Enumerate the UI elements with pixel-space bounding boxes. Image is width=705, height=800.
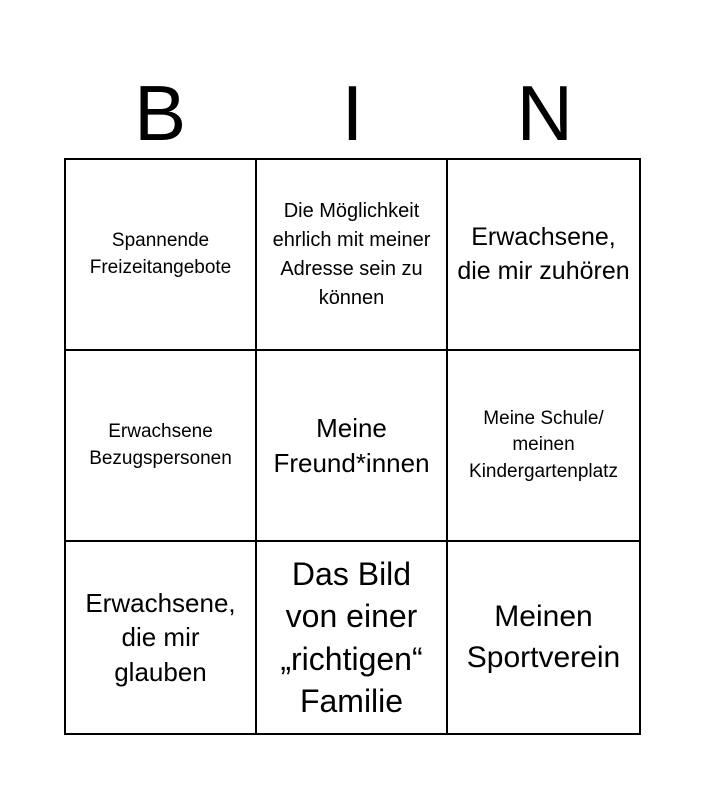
bingo-cell[interactable] [448,542,639,733]
bingo-cell-text: Erwachsene, die mir glauben [85,587,236,687]
bingo-cell-text: Erwachsene, die mir zuhören [457,222,630,285]
header-letter-b: B [134,69,187,157]
bingo-cell-text: Spannende Freizeitangebote [89,229,232,278]
bingo-cell-text: Meine Freund*innen [273,412,430,478]
bingo-header [64,70,641,156]
bingo-cell-text: Das Bild von einer „richtigen“ Familie [280,556,423,719]
bingo-cell[interactable] [66,542,257,733]
header-letter-n: N [516,69,573,157]
bingo-cell[interactable] [66,160,257,351]
bingo-cell-text: Erwachsene Bezugspersonen [89,420,232,469]
bingo-cell-text: Die Möglichkeit ehrlich mit meiner Adresse sein zu können [272,199,431,309]
bingo-cell[interactable] [66,351,257,542]
bingo-cell[interactable] [257,160,448,351]
bingo-cell[interactable] [448,160,639,351]
bingo-cell-text: Meine Schule/ meinen Kindergartenplatz [469,407,618,482]
bingo-cell[interactable] [448,351,639,542]
header-letter-i: I [341,69,364,157]
bingo-cell-text: Meinen Sportverein [466,600,621,674]
bingo-cell[interactable] [257,351,448,542]
bingo-cell[interactable] [257,542,448,733]
bingo-grid [64,158,641,735]
